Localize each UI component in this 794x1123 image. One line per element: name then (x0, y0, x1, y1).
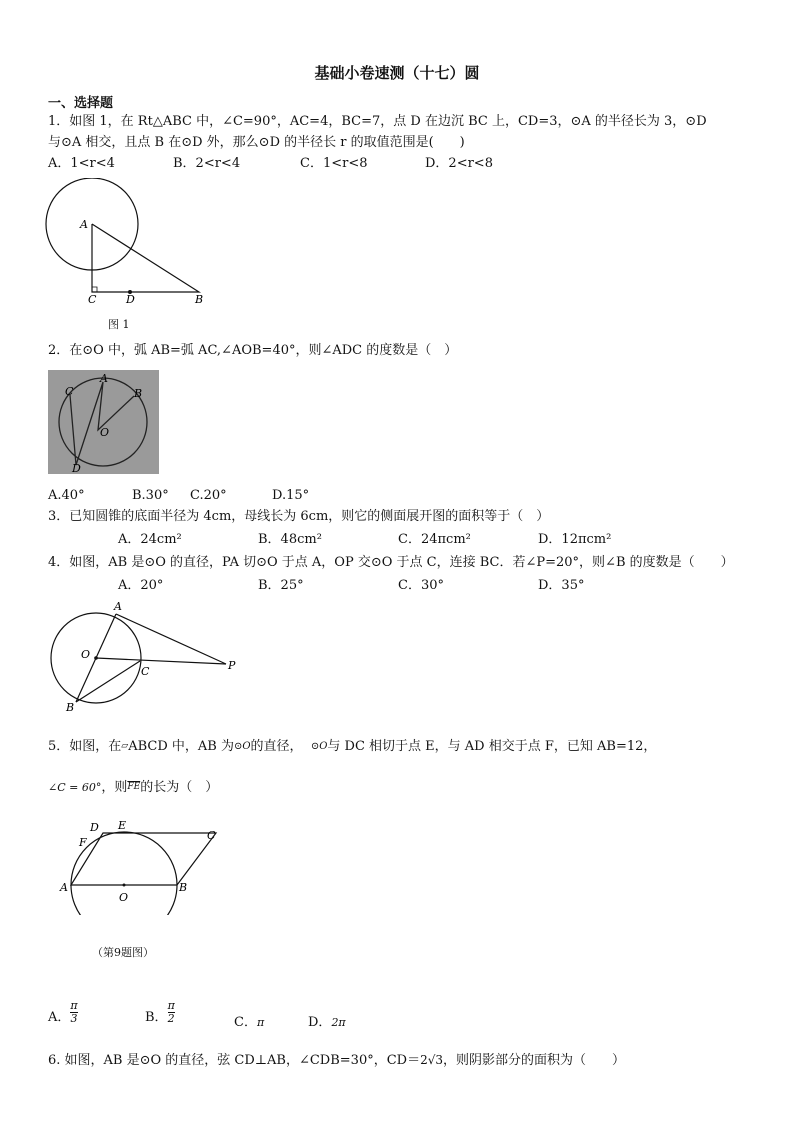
q4-line: 4．如图，AB 是⊙O 的直径，PA 切⊙O 于点 A，OP 交⊙O 于点 C，连接 BC．若∠P=20°，则∠B 的度数是（ ） (48, 555, 734, 570)
q2-label-b: B (134, 387, 143, 400)
q5-text-c: 的直径， (250, 739, 303, 754)
q5-line2 (48, 779, 218, 796)
q5-label-d: D (90, 821, 99, 834)
q1-figure-caption: 图 1 (108, 318, 130, 331)
q5-text-e: ，则 (101, 780, 128, 795)
q5-text-d: 与 DC 相切于点 E，与 AD 相交于点 F，已知 AB=12， (327, 739, 657, 754)
q4-option-a: A．20° (118, 578, 164, 593)
q5-option-b (145, 1000, 175, 1025)
q6-line (48, 1052, 625, 1069)
q4-line-op (96, 658, 226, 664)
q5-line1 (48, 738, 656, 755)
q5-option-b-fraction (168, 1000, 175, 1025)
q4-figure (44, 598, 244, 716)
q5-option-d (308, 1014, 346, 1031)
q2-option-b: B.30° (132, 488, 169, 503)
q5-text-b: ABCD 中，AB 为 (128, 739, 234, 754)
q5-figure-caption: （第9题图） (92, 946, 154, 959)
q2-option-c: C.20° (190, 488, 227, 503)
q1-option-b: B．2<r<4 (173, 156, 241, 171)
q5-option-b-num: π (167, 999, 175, 1012)
q5-option-a (48, 1000, 78, 1025)
q3-option-d: D．12πcm² (538, 532, 612, 547)
q5-text-a: 5．如图，在 (48, 739, 122, 754)
q5-option-a-num: π (70, 999, 78, 1012)
q2-label-o: O (100, 426, 110, 439)
q1-option-a: A．1<r<4 (48, 156, 115, 171)
q5-angle-c: ∠C = 60° (48, 781, 102, 794)
q4-label-c: C (141, 665, 150, 678)
q5-option-c (234, 1014, 264, 1031)
q2-option-d: D.15° (272, 488, 310, 503)
q4-label-a: A (114, 600, 122, 613)
q1-option-c: C．1<r<8 (300, 156, 368, 171)
q2-label-c: C (65, 385, 74, 398)
q5-label-a: A (60, 881, 68, 894)
q3-option-a: A．24cm² (118, 532, 182, 547)
q5-label-e: E (118, 819, 127, 832)
q4-label-b: B (66, 701, 75, 714)
q2-line: 2．在⊙O 中，弧 AB=弧 AC,∠AOB=40°，则∠ADC 的度数是（ ） (48, 343, 458, 358)
q5-label-c: C (207, 829, 216, 842)
q4-label-o: O (81, 648, 91, 661)
q5-option-c-value: π (256, 1016, 265, 1029)
q5-arc-fe: FE (127, 782, 141, 792)
q1-label-c: C (88, 293, 97, 306)
q3-option-c: C．24πcm² (398, 532, 471, 547)
q3-line: 3．已知圆锥的底面半径为 4cm，母线长为 6cm，则它的侧面展开图的面积等于（ ） (48, 509, 550, 524)
q1-triangle (92, 224, 199, 292)
q4-option-c: C．30° (398, 578, 444, 593)
q5-option-c-letter: C． (234, 1015, 257, 1030)
q2-chords (70, 382, 134, 465)
q1-figure (44, 178, 214, 308)
q5-point-o (123, 884, 126, 887)
q4-point-o (94, 656, 98, 660)
q4-label-p: P (228, 659, 236, 672)
q5-text-f: 的长为（ ） (140, 780, 219, 795)
q5-option-b-letter: B． (145, 1010, 168, 1025)
q5-option-d-letter: D． (308, 1015, 332, 1030)
page-title: 基础小卷速测（十七）圆 (314, 64, 480, 82)
q4-option-d: D．35° (538, 578, 585, 593)
q1-label-b: B (195, 293, 204, 306)
q4-option-b: B．25° (258, 578, 304, 593)
q6-text-b: ，则阴影部分的面积为（ ） (443, 1053, 626, 1068)
q3-option-b: B．48cm² (258, 532, 322, 547)
q5-circle-o-1: ⊙O (233, 741, 251, 752)
q5-option-d-value: 2π (331, 1016, 346, 1029)
q1-line1: 1．如图 1，在 Rt△ABC 中，∠C=90°，AC=4，BC=7，点 D 在边沉 BC 上，CD=3，⊙A 的半径长为 3，⊙D (48, 114, 707, 129)
q2-label-d: D (72, 462, 81, 474)
q1-label-d: D (126, 293, 135, 306)
q5-circle-o-2: ⊙O (310, 741, 328, 752)
q6-value-cd: 2√3 (420, 1053, 444, 1067)
q5-option-a-fraction (70, 1000, 77, 1025)
q1-option-d: D．2<r<8 (425, 156, 493, 171)
q2-option-a: A.40° (48, 488, 85, 503)
parallelogram-symbol: ▱ (121, 741, 129, 751)
q5-figure (56, 815, 226, 915)
q2-figure-photo (48, 370, 159, 474)
q1-right-angle (92, 287, 97, 292)
q4-tangent-pa (116, 614, 226, 664)
q1-label-a: A (80, 218, 88, 231)
q5-label-o: O (119, 891, 129, 904)
q5-label-b: B (179, 881, 188, 894)
q5-option-a-letter: A． (48, 1010, 71, 1025)
q1-line2: 与⊙A 相交，且点 B 在⊙D 外，那么⊙D 的半径长 r 的取值范围是( ) (48, 135, 465, 150)
q6-text-a: 6. 如图，AB 是⊙O 的直径，弦 CD⊥AB，∠CDB=30°，CD＝ (48, 1053, 421, 1068)
q2-label-a: A (100, 372, 108, 385)
q5-option-a-den: 3 (70, 1012, 78, 1025)
q5-option-b-den: 2 (167, 1012, 175, 1025)
q5-parallelogram (71, 833, 216, 885)
q5-label-f: F (79, 836, 87, 849)
section-heading: 一、选择题 (48, 96, 114, 111)
